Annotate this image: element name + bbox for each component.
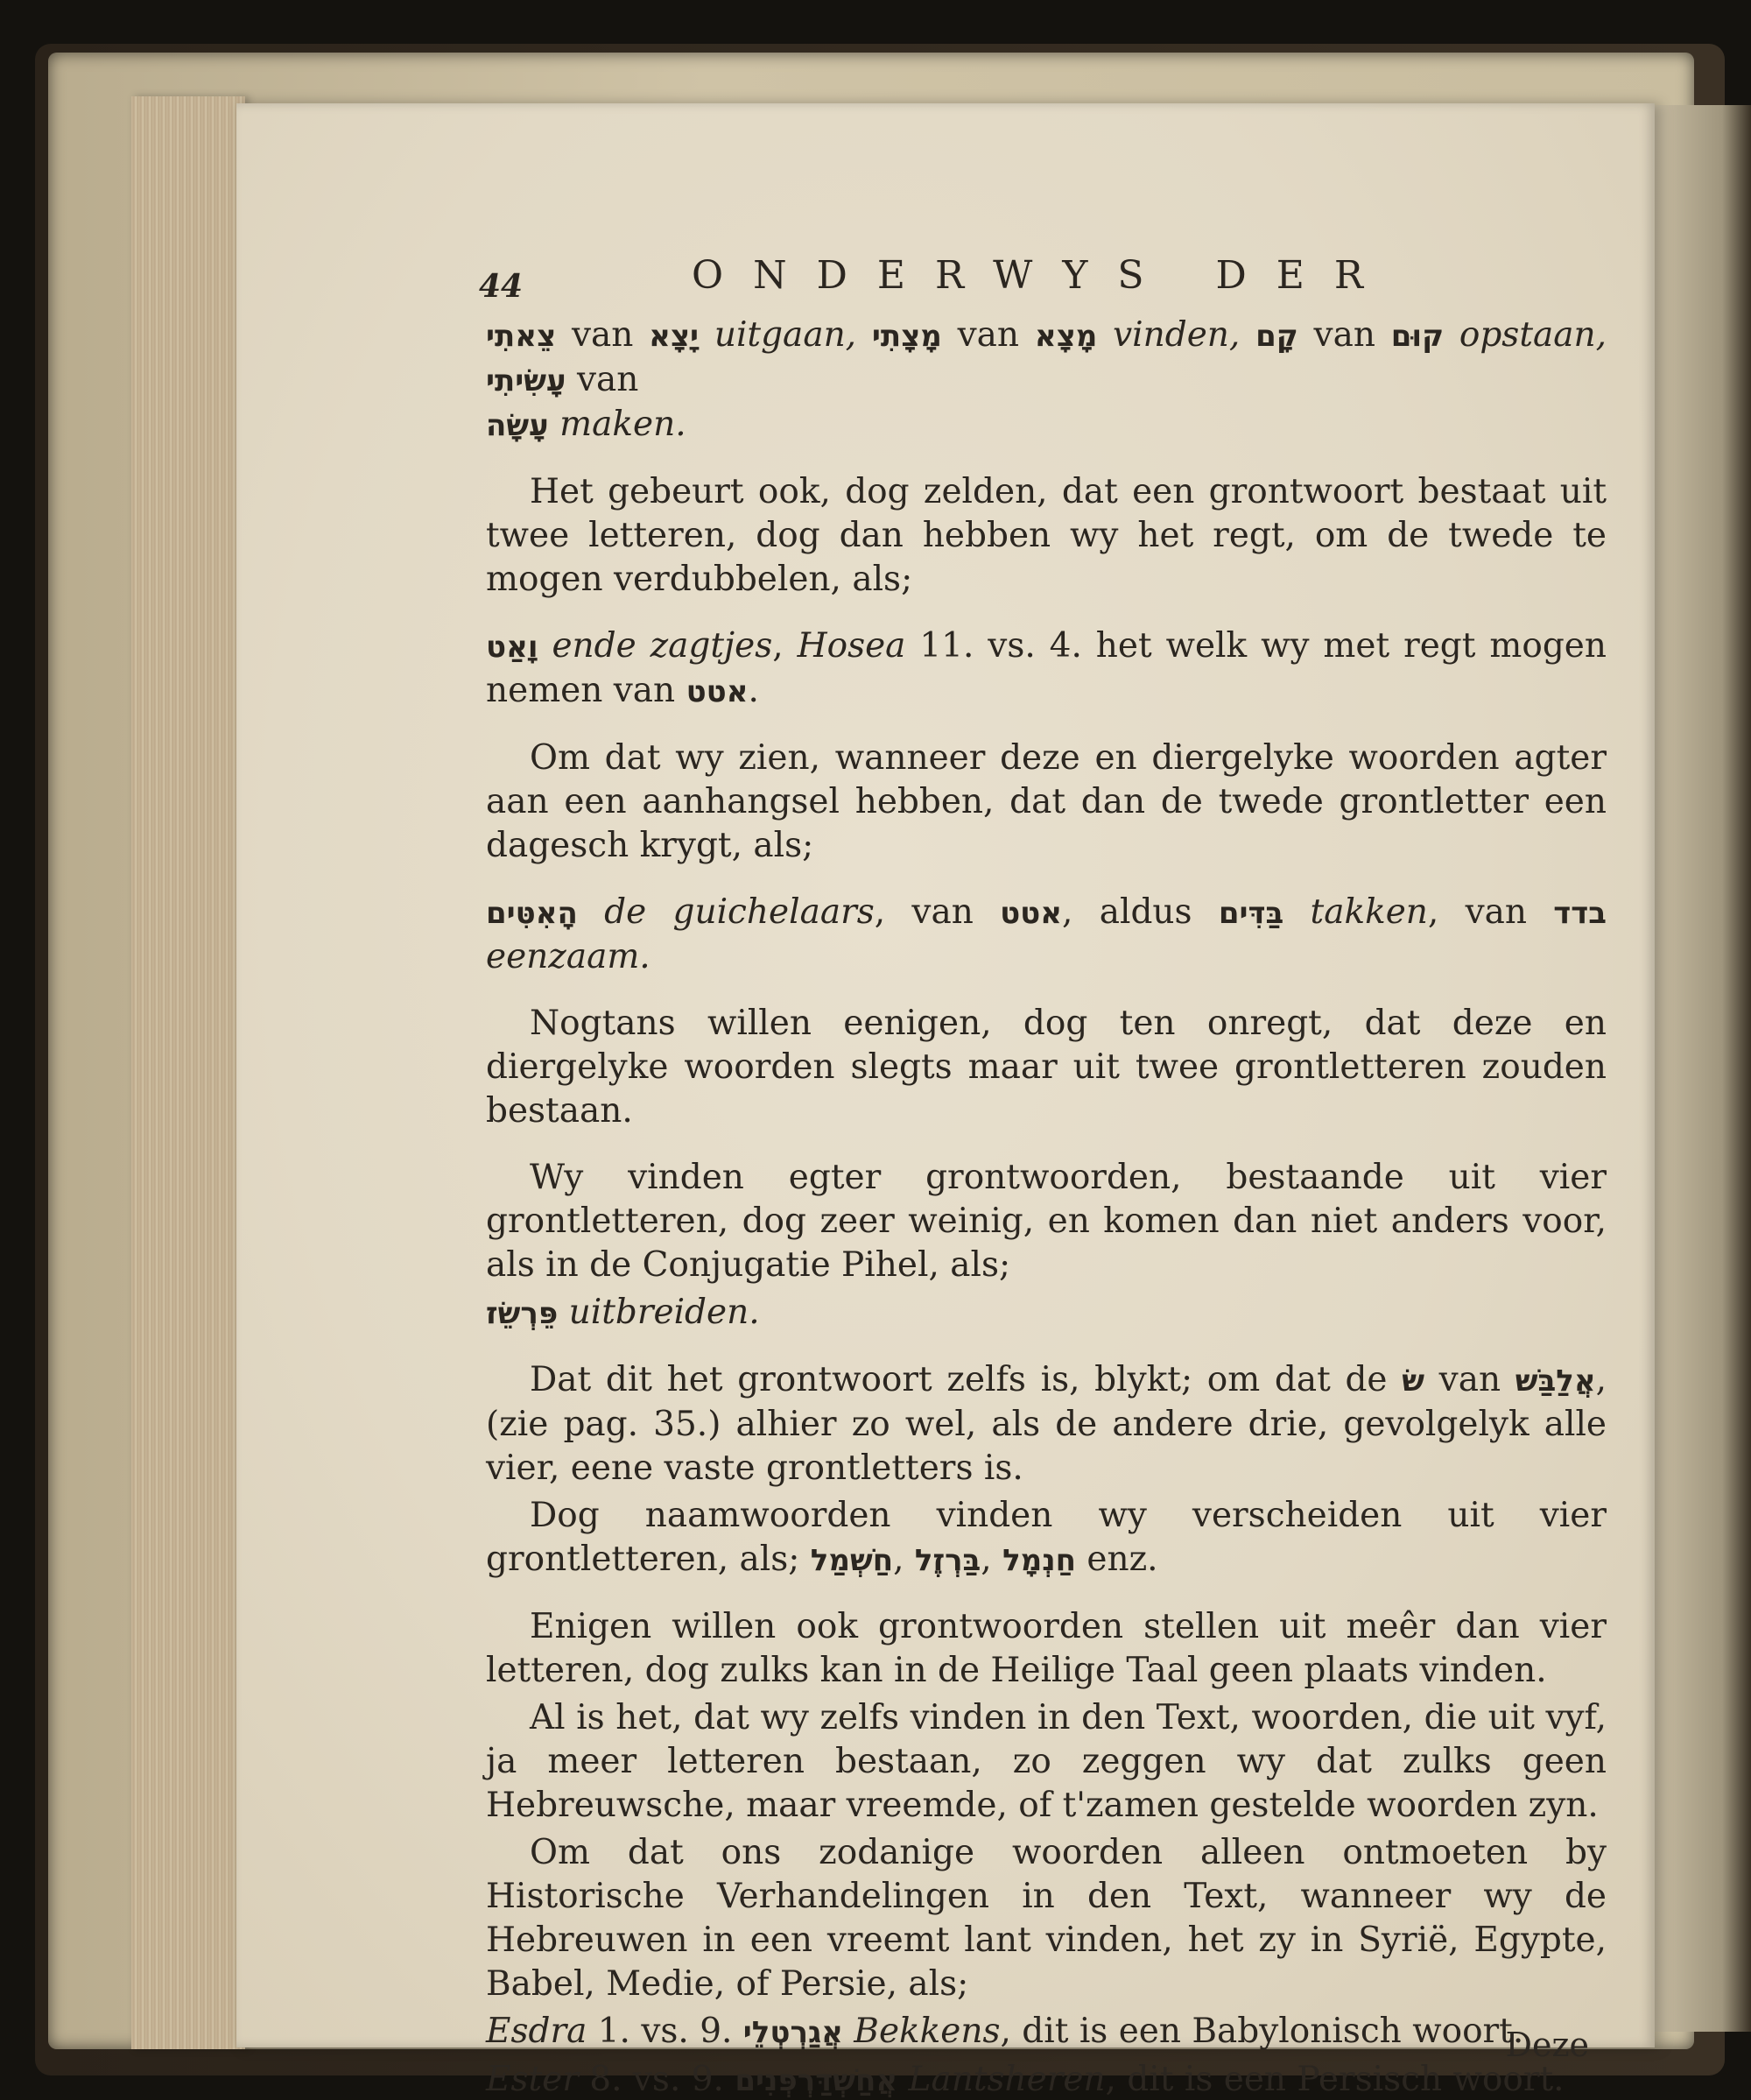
paragraph-3: Nogtans willen eenigen, dog ten onregt, dat deze en diergelyke woorden slegts maar uit twee grontletteren zouden bestaan. bbox=[486, 1004, 1607, 1131]
example-guichelaars bbox=[486, 891, 1607, 979]
gloss: maken. bbox=[548, 405, 686, 444]
hebrew-word: אֲחַשְׁדַּרְפְּנִים bbox=[735, 2063, 898, 2098]
paragraph-2: Om dat wy zien, wanneer deze en diergelyke woorden agter aan een aanhangsel hebben, dat dan de twede grontletter een dagesch krygt, als; bbox=[486, 738, 1607, 865]
book-reference: Hosea bbox=[797, 626, 906, 666]
page-number: 44 bbox=[479, 268, 524, 305]
gloss: Lantsheren bbox=[897, 2060, 1106, 2099]
text-line-1 bbox=[486, 314, 1607, 403]
hebrew-word: פֵּרְשֵׂז bbox=[486, 1296, 559, 1331]
paragraph-5 bbox=[486, 1358, 1607, 1490]
text-run: , bbox=[981, 1540, 1003, 1579]
running-head: ONDERWYS DER bbox=[692, 253, 1394, 298]
hebrew-word: יָצָא bbox=[649, 319, 700, 354]
hebrew-word: בדד bbox=[1553, 896, 1607, 931]
text-run: , dit is een Persisch woort. bbox=[1105, 2060, 1565, 2099]
page-fore-edge bbox=[131, 96, 245, 2049]
hebrew-word: אֲלַבַּשׁ bbox=[1515, 1364, 1596, 1399]
text-run: van bbox=[566, 360, 639, 399]
example-ester bbox=[486, 2058, 1607, 2100]
gloss: takken bbox=[1283, 892, 1428, 932]
text-run: 8. vs. 9. bbox=[578, 2060, 735, 2099]
gloss: de guichelaars bbox=[577, 892, 875, 932]
hebrew-word: אטט bbox=[1000, 896, 1063, 931]
text-run: , van bbox=[874, 892, 1001, 932]
paragraph-1: Het gebeurt ook, dog zelden, dat een grontwoort bestaat uit twee letteren, dog dan hebben wy het regt, om de twede te mogen verdubbelen, als; bbox=[486, 472, 1607, 599]
paragraph-9: Om dat ons zodanige woorden alleen ontmoeten by Historische Verhandelingen in den Text, wanneer wy de Hebreuwen in een vreemt lant vinden, het zy in Syrië, Egypte, Babel, Medie, of Persie, als; bbox=[486, 1833, 1607, 2004]
text-run: , (zie pag. 35.) alhier zo wel, als de andere drie, gevolgelyk alle vier, eene vaste grontletters is. bbox=[486, 1360, 1607, 1488]
text-run: van bbox=[556, 315, 650, 355]
text-run: van bbox=[1424, 1360, 1515, 1399]
hebrew-word: עָשִׂיתִי bbox=[486, 363, 566, 398]
text-run: , aldus bbox=[1062, 892, 1219, 932]
text-run: 1. vs. 9. bbox=[587, 2012, 743, 2051]
right-page-edges bbox=[1655, 105, 1751, 2032]
hebrew-word: מָצָא bbox=[1034, 319, 1098, 354]
hebrew-word: שׂ bbox=[1402, 1364, 1424, 1399]
paragraph-4: Wy vinden egter grontwoorden, bestaande uit vier grontletteren, dog zeer weinig, en komen dan niet anders voor, als in de Conjugatie Pihel, als; bbox=[486, 1158, 1607, 1285]
book-reference: Ester bbox=[486, 2060, 579, 2099]
hebrew-word: חַנְמָל bbox=[1002, 1543, 1077, 1578]
catchword: Deze bbox=[1505, 2026, 1589, 2064]
hebrew-word: קָם bbox=[1255, 319, 1298, 354]
text-run: van bbox=[1297, 315, 1391, 355]
gloss: uitbreiden. bbox=[558, 1293, 760, 1332]
text-run: enz. bbox=[1076, 1540, 1158, 1579]
hebrew-word: עָשָׂה bbox=[486, 408, 549, 443]
hebrew-word: חַשְׁמַל bbox=[810, 1543, 894, 1578]
paragraph-8: Al is het, dat wy zelfs vinden in den Text, woorden, die uit vyf, ja meer letteren bestaan, zo zeggen wy dat zulks geen Hebreuwsche, maar vreemde, of t'zamen gestelde woorden zyn. bbox=[486, 1698, 1607, 1825]
hebrew-word: הָאִטִּים bbox=[486, 896, 578, 931]
hebrew-word: בַּדִּים bbox=[1218, 896, 1284, 931]
example-uitbreiden bbox=[486, 1291, 1607, 1335]
text-run: Dat dit het grontwoort zelfs is, blykt; om dat de bbox=[530, 1360, 1403, 1399]
gloss: Bekkens bbox=[842, 2012, 1001, 2051]
text-run: , bbox=[772, 626, 798, 666]
gloss: eenzaam. bbox=[486, 937, 650, 976]
hebrew-word: בַּרְזֶל bbox=[914, 1543, 981, 1578]
text-run: , dit is een Babylonisch woort. bbox=[1000, 2012, 1524, 2051]
hebrew-word: אטט bbox=[686, 674, 749, 709]
gloss: uitgaan, bbox=[699, 315, 872, 355]
text-line-2 bbox=[486, 403, 1607, 447]
gloss: opstaan, bbox=[1444, 315, 1607, 355]
hebrew-word: קוּם bbox=[1390, 319, 1445, 354]
gloss: vinden, bbox=[1097, 315, 1256, 355]
book-reference: Esdra bbox=[486, 2012, 587, 2051]
text-run: 11. vs. 4. het welk wy met regt mogen nemen van bbox=[486, 626, 1607, 710]
hebrew-word: וָאַט bbox=[486, 630, 538, 665]
hebrew-word: אֲגַרְטְלֵי bbox=[742, 2015, 843, 2050]
text-run: van bbox=[941, 315, 1035, 355]
page-header bbox=[479, 253, 1607, 307]
paragraph-6 bbox=[486, 1494, 1607, 1582]
text-run: , van bbox=[1427, 892, 1554, 932]
gloss: ende zagtjes bbox=[538, 626, 773, 666]
text-run: Dog naamwoorden vinden wy verscheiden uit vier grontletteren, als; bbox=[486, 1496, 1607, 1579]
hebrew-word: מָצָתִי bbox=[871, 319, 942, 354]
example-hosea bbox=[486, 624, 1607, 714]
example-esdra bbox=[486, 2010, 1607, 2054]
text-run: , bbox=[893, 1540, 915, 1579]
page-text bbox=[479, 253, 1607, 2100]
paragraph-7: Enigen willen ook grontwoorden stellen uit meêr dan vier letteren, dog zulks kan in de Heilige Taal geen plaats vinden. bbox=[486, 1607, 1607, 1690]
hebrew-word: צֵאתִי bbox=[486, 319, 557, 354]
text-run: . bbox=[748, 671, 759, 710]
